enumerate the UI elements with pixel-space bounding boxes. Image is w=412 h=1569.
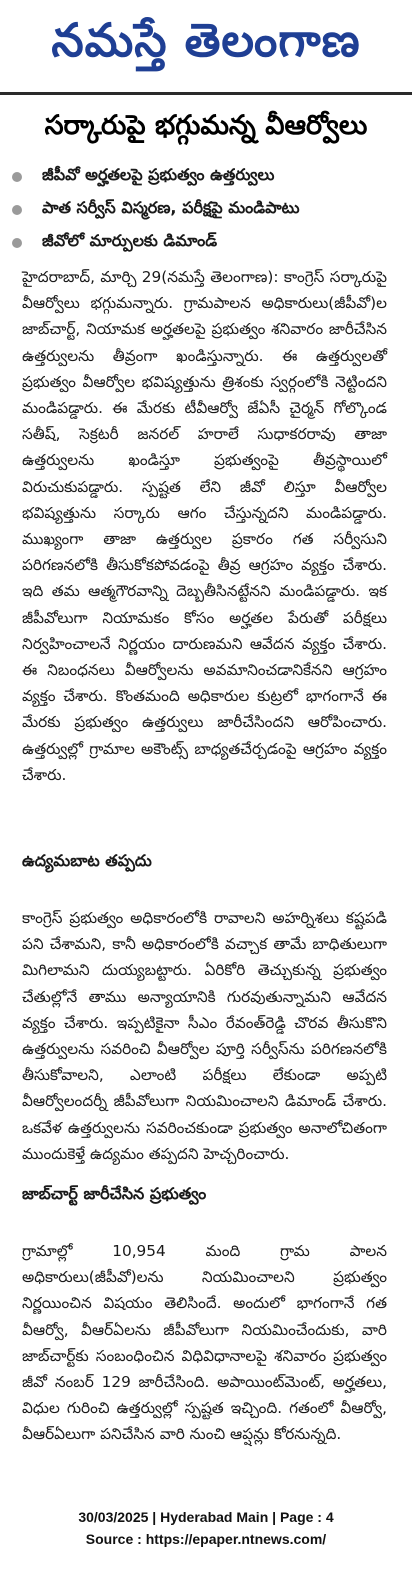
footer-meta: 30/03/2025 | Hyderabad Main | Page : 4 <box>78 1509 334 1525</box>
article-headline: సర్కారుపై భగ్గుమన్న వీఆర్వోలు <box>44 110 368 141</box>
bullet-dot-icon <box>12 205 22 215</box>
bullet-item <box>0 226 412 259</box>
subheading-1: ఉద్యమబాట తప్పదు <box>22 851 152 870</box>
bullet-dot-icon <box>12 172 22 182</box>
subheading-2: జాబ్‌చార్ట్ జారీచేసిన ప్రభుత్వం <box>22 1184 207 1203</box>
article-paragraph-2: కాంగ్రెస్ ప్రభుత్వం అధికారంలోకి రావాలని అహర్నిశలు కష్టపడి పని చేశామని, కానీ అధికారంలోకి వచ్చాక తామే బాధితులుగా మిగిలామని దుయ్యబట్టారు. ఏరికోరి తెచ్చుకున్న ప్రభుత్వం చేతుల్లోనే తాము అన్యాయానికి గురవుతున్నామని ఆవేదన వ్యక్తం చేశారు. ఇప్పటికైనా సీఎం రేవంత్‌రెడ్డి చొరవ తీసుకొని ఉత్తర్వులను సవరించి వీఆర్వోల పూర్తి సర్వీస్‌ను పరిగణనలోకి తీసుకోవాలని, ఎలాంటి పరీక్షలు లేకుండా అప్పటి వీఆర్వోలందర్నీ జీపీవోలుగా నియమించాలని డిమాండ్ చేశారు. ఒకవేళ ఉత్తర్వులను సవరించకుండా ప్రభుత్వం అనాలోచితంగా ముందుకెళ్తే ఉద్యమం తప్పదని హెచ్చరించారు. <box>22 909 387 1163</box>
bullet-dot-icon <box>12 238 22 248</box>
bullet-text: జీపీవో అర్హతలపై ప్రభుత్వం ఉత్తర్వులు <box>42 165 275 184</box>
bullet-list <box>0 160 412 259</box>
article-paragraph-3: గ్రామాల్లో 10,954 మంది గ్రామ పాలన అధికారులు(జీపీవో)లను నియమించాలని ప్రభుత్వం నిర్ణయించిన విషయం తెలిసిందే. అందులో భాగంగానే గత వీఆర్వో, వీఆర్ఏలను జీపీవోలుగా నియమించేందుకు, వారి జాబ్‌చార్ట్‌కు సంబంధించిన విధివిధానాలపై శనివారం ప్రభుత్వం జీవో నంబర్ 129 జారీచేసింది. అపాయింట్‌మెంట్, అర్హతలు, విధుల గురించి ఉత్తర్వుల్లో స్పష్టత ఇచ్చింది. గతంలో వీఆర్వో, వీఆర్ఏలుగా పనిచేసిన వారి నుంచి ఆప్షన్లు కోరనున్నది. <box>22 1242 387 1444</box>
bullet-text: పాత సర్వీస్ విస్మరణ, పరీక్షపై మండిపాటు <box>42 198 300 217</box>
masthead <box>0 0 412 95</box>
bullet-text: జీవోలో మార్పులకు డిమాండ్ <box>42 231 218 250</box>
article-paragraph-1: హైదరాబాద్, మార్చి 29(నమస్తే తెలంగాణ): కాంగ్రెస్ సర్కారుపై వీఆర్వోలు భగ్గుమన్నారు. గ్రామపాలన అధికారులు(జీపీవో)ల జాబ్‌చార్ట్, నియామక అర్హతలపై ప్రభుత్వం శనివారం జారీచేసిన ఉత్తర్వులను తీవ్రంగా ఖండిస్తున్నారు. ఈ ఉత్తర్వులతో ప్రభుత్వం వీఆర్వోల భవిష్యత్తును త్రిశంకు స్వర్గంలోకి నెట్టిందని మండిపడ్డారు. ఈ మేరకు టీవీఆర్వో జేఏసీ చైర్మన్ గోల్కొండ సతీష్, సెక్రటరీ జనరల్ హరాలే సుధాకరరావు తాజా ఉత్తర్వులను ఖండిస్తూ ప్రభుత్వంపై తీవ్రస్థాయిలో విరుచుకుపడ్డారు. స్పష్టత లేని జీవో లిస్తూ వీఆర్వోల భవిష్యత్తును సర్కారు ఆగం చేస్తున్నదని మండిపడ్డారు. ముఖ్యంగా తాజా ఉత్తర్వుల ప్రకారం గత సర్వీసుని పరిగణనలోకి తీసుకోకపోవడంపై తీవ్ర ఆగ్రహం వ్యక్తం చేశారు. ఇది తమ ఆత్మగౌరవాన్ని దెబ్బతీసినట్టేనని మండిపడ్డారు. ఇక జీపీవోలుగా నియామకం కోసం అర్హతల పేరుతో పరీక్షలు నిర్వహించాలనే నిర్ణయం దారుణమని ఆవేదన వ్యక్తం చేశారు. ఈ నిబంధనలు వీఆర్వోలను అవమానించడానికేనని ఆగ్రహం వ్యక్తం చేశారు. కొంతమంది అధికారుల కుట్రలో భాగంగానే ఈ మేరకు ప్రభుత్వం ఉత్తర్వులు జారీచేసిందని ఆరోపించారు. ఉత్తర్వుల్లో గ్రామాల అకౌంట్స్ బాధ్యతచేర్చడంపై ఆగ్రహం వ్యక్తం చేశారు. <box>22 268 387 784</box>
bullet-item <box>0 160 412 193</box>
bullet-item <box>0 193 412 226</box>
newspaper-logo: నమస్తే తెలంగాణ <box>51 13 361 67</box>
footer-source: Source : https://epaper.ntnews.com/ <box>85 1531 327 1547</box>
